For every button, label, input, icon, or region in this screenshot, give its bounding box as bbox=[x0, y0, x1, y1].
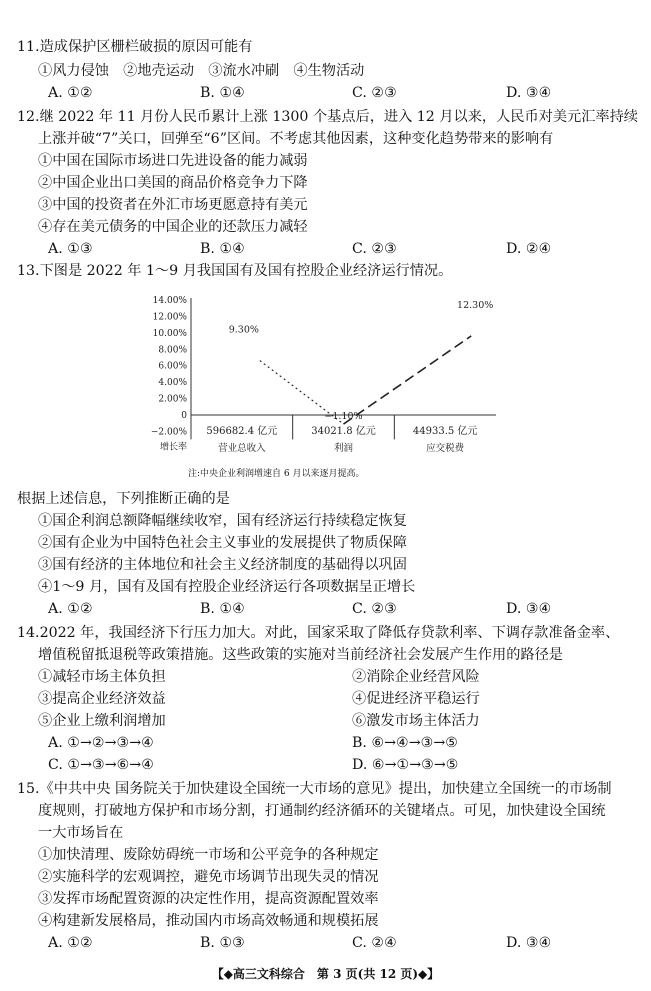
q14-option-a: A. ①→②→③→④ bbox=[48, 735, 154, 751]
q12-option-b: B. ①④ bbox=[200, 241, 245, 257]
series-line-segment bbox=[344, 336, 472, 424]
q12-stem-line1: 12.继 2022 年 11 月份人民币累计上涨 1300 个基点后，进入 12 月以来，人民币对美元汇率持续 bbox=[17, 109, 638, 125]
q12-statement-3: ③中国的投资者在外汇市场更愿意持有美元 bbox=[38, 197, 308, 213]
category-amount: 596682.4 亿元 bbox=[206, 426, 278, 437]
y-tick-label: 12.00% bbox=[152, 312, 187, 323]
q13-statement-2: ②国有企业为中国特色社会主义事业的发展提供了物质保障 bbox=[38, 535, 407, 551]
q12-stem-line2: 上涨并破“7”关口，回弹至“6”区间。不考虑其他因素，这种变化趋势带来的影响有 bbox=[38, 131, 554, 147]
q14-option-d: D. ⑥→①→③→⑤ bbox=[352, 757, 459, 773]
q13-option-d: D. ③④ bbox=[506, 601, 552, 617]
q13-option-b: B. ①④ bbox=[200, 601, 245, 617]
q12-option-c: C. ②③ bbox=[352, 241, 397, 257]
q15-option-c: C. ②④ bbox=[352, 935, 397, 951]
q12-option-a: A. ①③ bbox=[48, 241, 93, 257]
y-axis-label: 增长率 bbox=[159, 442, 187, 453]
q14-stem-line2: 增值税留抵退税等政策措施。这些政策的实施对当前经济社会发展产生作用的路径是 bbox=[38, 647, 563, 663]
q11-option-d: D. ③④ bbox=[506, 85, 552, 101]
y-tick-label: 6.00% bbox=[158, 361, 187, 372]
q15-stem-line2: 度规则，打破地方保护和市场分割，打通制约经济循环的关键堵点。可见，加快建设全国统 bbox=[38, 803, 606, 819]
category-amount: 44933.5 亿元 bbox=[412, 426, 478, 437]
q13-statement-4: ④1～9 月，国有及国有控股企业经济运行各项数据呈正增长 bbox=[38, 579, 416, 595]
q11-statements: ①风力侵蚀 ②地壳运动 ③流水冲刷 ④生物活动 bbox=[38, 63, 365, 79]
q15-statement-2: ②实施科学的宏观调控，避免市场调节出现失灵的情况 bbox=[38, 869, 379, 885]
y-tick-label: −2.00% bbox=[150, 427, 187, 438]
q12-statement-2: ②中国企业出口美国的商品价格竞争力下降 bbox=[38, 175, 308, 191]
q13-option-a: A. ①② bbox=[48, 601, 93, 617]
category-label: 利润 bbox=[333, 443, 354, 454]
q15-statement-4: ④构建新发展格局，推动国内市场高效畅通和规模拓展 bbox=[38, 913, 379, 929]
q13-statement-3: ③国有经济的主体地位和社会主义经济制度的基础得以巩固 bbox=[38, 557, 407, 573]
category-label: 应交税费 bbox=[426, 443, 465, 454]
q15-stem-line1: 15.《中共中央 国务院关于加快建设全国统一大市场的意见》提出，加快建立全国统一的市场制 bbox=[17, 781, 612, 797]
q13-option-c: C. ②③ bbox=[352, 601, 397, 617]
q15-statement-3: ③发挥市场配置资源的决定性作用，提高资源配置效率 bbox=[38, 891, 379, 907]
y-tick-label: 14.00% bbox=[152, 296, 187, 306]
page-footer: 【◆高三文科综合 第 3 页(共 12 页)◆】 bbox=[211, 967, 440, 981]
q14-option-c: C. ①→③→⑥→④ bbox=[48, 757, 154, 773]
data-label: 9.30% bbox=[228, 324, 259, 336]
growth-chart bbox=[141, 291, 501, 463]
y-tick-label: 10.00% bbox=[152, 328, 187, 339]
q13-lead: 根据上述信息，下列推断正确的是 bbox=[17, 491, 230, 507]
q12-statement-1: ①中国在国际市场进口先进设备的能力减弱 bbox=[38, 153, 308, 169]
q11-stem: 11.造成保护区栅栏破损的原因可能有 bbox=[17, 39, 253, 55]
y-tick-label: 2.00% bbox=[158, 394, 187, 405]
y-tick-label: 4.00% bbox=[158, 378, 187, 389]
chart-note: 注:中央企业利润增速自 6 月以来逐月提高。 bbox=[188, 469, 365, 479]
q13-stem: 13.下图是 2022 年 1～9 月我国国有及国有控股企业经济运行情况。 bbox=[17, 263, 453, 279]
q14-statement-5: ⑤企业上缴利润增加 bbox=[38, 713, 166, 729]
q15-option-b: B. ①③ bbox=[200, 935, 245, 951]
q14-statement-2: ②消除企业经营风险 bbox=[352, 669, 480, 685]
q14-statement-4: ④促进经济平稳运行 bbox=[352, 691, 480, 707]
category-label: 营业总收入 bbox=[218, 443, 266, 454]
q14-stem-line1: 14.2022 年，我国经济下行压力加大。对此，国家采取了降低存贷款利率、下调存款准备金率、 bbox=[17, 625, 620, 641]
q15-option-d: D. ③④ bbox=[506, 935, 552, 951]
data-label: 12.30% bbox=[457, 299, 494, 311]
y-tick-label: 8.00% bbox=[158, 345, 187, 356]
data-label: −1.10% bbox=[324, 411, 363, 423]
q11-option-c: C. ②③ bbox=[352, 85, 397, 101]
q14-option-b: B. ⑥→④→③→⑤ bbox=[352, 735, 458, 751]
category-amount: 34021.8 亿元 bbox=[311, 426, 376, 437]
q14-statement-1: ①减轻市场主体负担 bbox=[38, 669, 166, 685]
q14-statement-3: ③提高企业经济效益 bbox=[38, 691, 166, 707]
y-tick-label: 0 bbox=[181, 411, 187, 421]
q11-option-a: A. ①② bbox=[48, 85, 93, 101]
q15-option-a: A. ①② bbox=[48, 935, 93, 951]
q11-option-b: B. ①④ bbox=[200, 85, 245, 101]
q14-statement-6: ⑥激发市场主体活力 bbox=[352, 713, 480, 729]
q15-stem-line3: 一大市场旨在 bbox=[38, 825, 124, 841]
q15-statement-1: ①加快清理、废除妨碍统一市场和公平竞争的各种规定 bbox=[38, 847, 379, 863]
q12-statement-4: ④存在美元债务的中国企业的还款压力减轻 bbox=[38, 219, 308, 235]
q12-option-d: D. ②④ bbox=[506, 241, 552, 257]
q13-statement-1: ①国企利润总额降幅继续收窄，国有经济运行持续稳定恢复 bbox=[38, 513, 407, 529]
